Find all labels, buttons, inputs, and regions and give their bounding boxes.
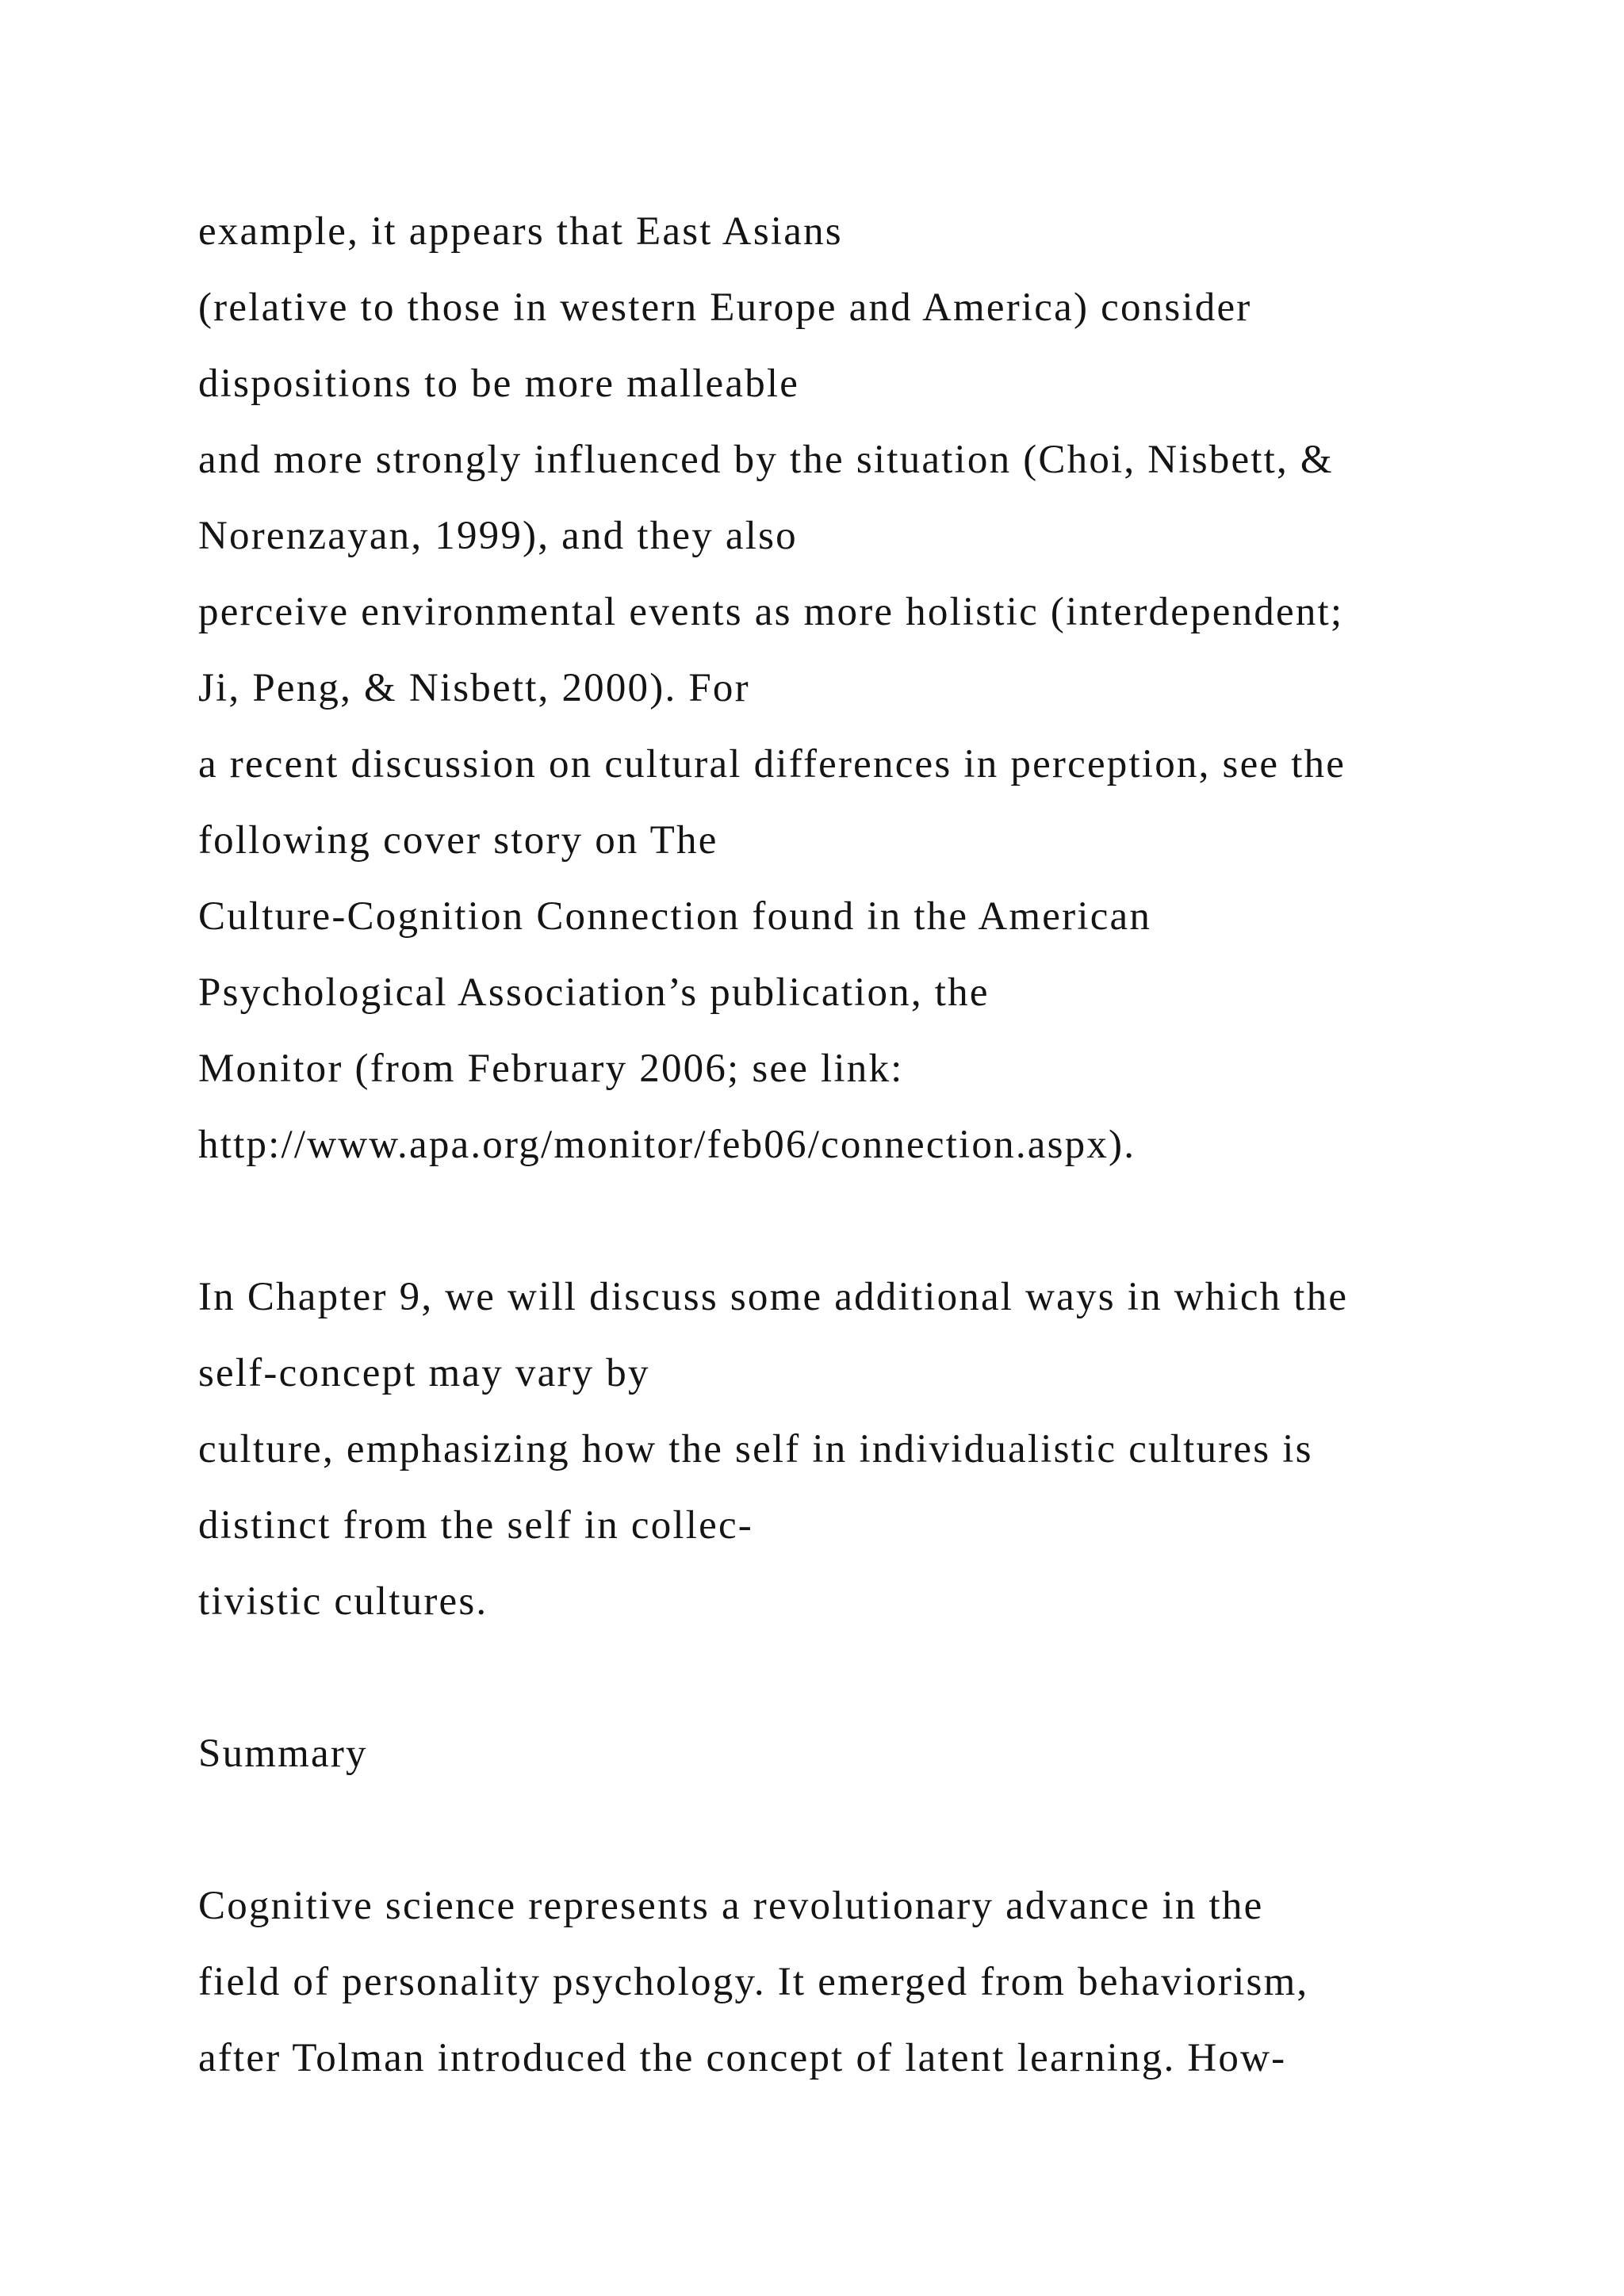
paragraph-gap xyxy=(198,1640,1546,1716)
text-line: (relative to those in western Europe and America) consider xyxy=(198,285,1252,330)
text-line: after Tolman introduced the concept of latent learning. How- xyxy=(198,2036,1287,2080)
text-line: dispositions to be more malleable xyxy=(198,362,800,406)
body-text xyxy=(198,193,1546,2096)
text-line: perceive environmental events as more holistic (interdependent; xyxy=(198,590,1344,634)
text-line: distinct from the self in collec- xyxy=(198,1503,753,1548)
section-heading-summary xyxy=(198,1716,1546,1792)
text-line: Psychological Association’s publication, the xyxy=(198,970,990,1015)
heading-text: Summary xyxy=(198,1732,368,1776)
paragraph-summary-body xyxy=(198,1868,1546,2096)
text-line: tivistic cultures. xyxy=(198,1579,488,1624)
text-line: Cognitive science represents a revolutionary advance in the xyxy=(198,1884,1264,1928)
text-line: following cover story on The xyxy=(198,818,718,863)
text-line: field of personality psychology. It emerged from behaviorism, xyxy=(198,1960,1309,2004)
text-line: self-concept may vary by xyxy=(198,1351,650,1395)
paragraph-culture-perception xyxy=(198,193,1546,1183)
text-line: Norenzayan, 1999), and they also xyxy=(198,514,798,558)
paragraph-gap xyxy=(198,1792,1546,1868)
paragraph-chapter-9 xyxy=(198,1259,1546,1640)
text-line: Monitor (from February 2006; see link: xyxy=(198,1047,904,1091)
text-line: and more strongly influenced by the situation (Choi, Nisbett, & xyxy=(198,438,1334,482)
paragraph-gap xyxy=(198,1183,1546,1259)
text-line: example, it appears that East Asians xyxy=(198,209,843,254)
url-text-line: http://www.apa.org/monitor/feb06/connection.aspx). xyxy=(198,1123,1136,1167)
text-line: Culture-Cognition Connection found in the American xyxy=(198,894,1152,939)
text-line: culture, emphasizing how the self in individualistic cultures is xyxy=(198,1427,1313,1471)
text-line: a recent discussion on cultural differences in perception, see the xyxy=(198,742,1346,786)
text-line: Ji, Peng, & Nisbett, 2000). For xyxy=(198,666,750,710)
text-line: In Chapter 9, we will discuss some additional ways in which the xyxy=(198,1275,1349,1319)
